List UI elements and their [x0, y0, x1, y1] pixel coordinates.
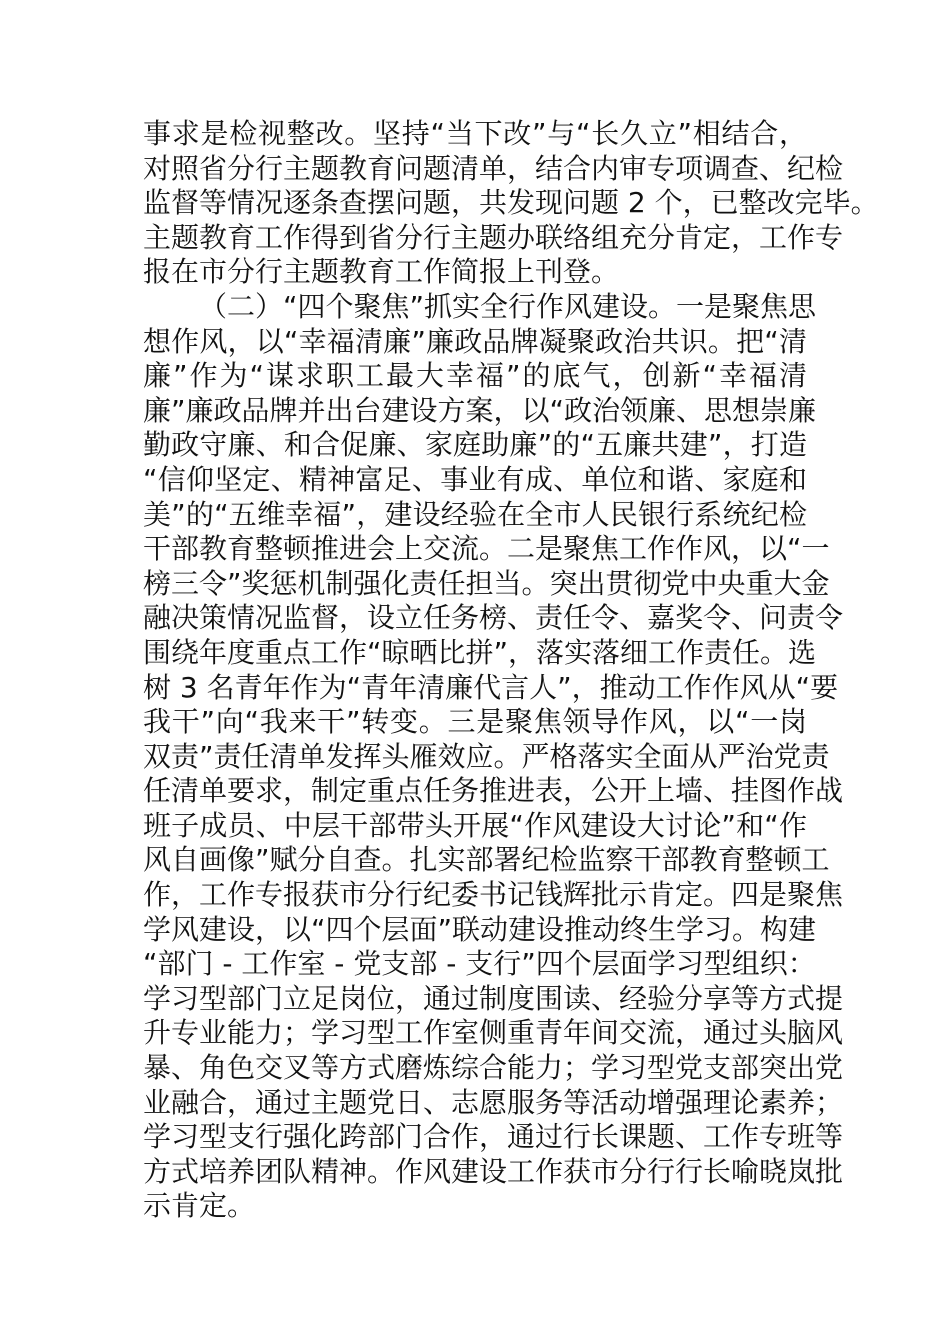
text-line: 学习型部门立足岗位，通过制度围读、经验分享等方式提 — [143, 981, 844, 1015]
text-line: 美”的“五维幸福”，建设经验在全市人民银行系统纪检 — [143, 497, 807, 531]
text-line: 方式培养团队精神。作风建设工作获市分行行长喻晓岚批 — [143, 1154, 844, 1188]
text-line: 监督等情况逐条查摆问题，共发现问题 2 个，已整改完毕。 — [143, 186, 879, 220]
text-line: 树 3 名青年作为“青年清廉代言人”，推动工作作风从“要 — [143, 670, 839, 704]
text-line: 事求是检视整改。坚持“当下改”与“长久立”相结合， — [143, 117, 807, 150]
text-line: 勤政守廉、和合促廉、家庭助廉”的“五廉共建”，打造 — [143, 428, 807, 462]
text-line: 榜三令”奖惩机制强化责任担当。突出贯彻党中央重大金 — [143, 566, 830, 600]
text-line: 对照省分行主题教育问题清单，结合内审专项调查、纪检 — [143, 151, 844, 185]
text-line: 围绕年度重点工作“晾晒比拼”，落实落细工作责任。选 — [143, 635, 817, 669]
body-text — [143, 117, 879, 1224]
text-line: 想作风，以“幸福清廉”廉政品牌凝聚政治共识。把“清 — [143, 324, 807, 358]
text-line: 暴、角色交叉等方式磨炼综合能力；学习型党支部突出党 — [143, 1051, 844, 1085]
text-line: 任清单要求，制定重点任务推进表，公开上墙、挂图作战 — [143, 774, 844, 808]
text-line: 作，工作专报获市分行纪委书记钱辉批示肯定。四是聚焦 — [143, 878, 844, 912]
text-line: 主题教育工作得到省分行主题办联络组充分肯定，工作专 — [143, 220, 844, 254]
text-line: 学习型支行强化跨部门合作，通过行长课题、工作专班等 — [143, 1120, 844, 1154]
text-line: 升专业能力；学习型工作室侧重青年间交流，通过头脑风 — [143, 1016, 844, 1050]
text-line: 双责”责任清单发挥头雁效应。严格落实全面从严治党责 — [143, 739, 830, 773]
text-line: 干部教育整顿推进会上交流。二是聚焦工作作风，以“一 — [143, 532, 830, 566]
text-line: 融决策情况监督，设立任务榜、责任令、嘉奖令、问责令 — [143, 601, 844, 635]
text-line: 我干”向“我来干”转变。三是聚焦领导作风，以“一岗 — [143, 705, 807, 739]
text-line: 廉”作为“谋求职工最大幸福”的底气，创新“幸福清 — [143, 359, 807, 393]
text-line: 业融合，通过主题党日、志愿服务等活动增强理论素养； — [143, 1085, 844, 1119]
section-heading-line: （二）“四个聚焦”抓实全行作风建设。一是聚焦思 — [199, 289, 817, 323]
text-line: 示肯定。 — [143, 1189, 256, 1223]
text-line: “部门 - 工作室 - 党支部 - 支行”四个层面学习型组织： — [143, 947, 816, 981]
text-line: 廉”廉政品牌并出台建设方案，以“政治领廉、思想崇廉 — [143, 393, 817, 427]
text-line: 班子成员、中层干部带头开展“作风建设大讨论”和“作 — [143, 808, 807, 842]
text-line: 报在市分行主题教育工作简报上刊登。 — [143, 255, 620, 289]
text-line: 学风建设，以“四个层面”联动建设推动终生学习。构建 — [143, 912, 817, 946]
text-line: 风自画像”赋分自查。扎实部署纪检监察干部教育整顿工 — [143, 843, 830, 877]
text-line: “信仰坚定、精神富足、事业有成、单位和谐、家庭和 — [143, 462, 807, 496]
